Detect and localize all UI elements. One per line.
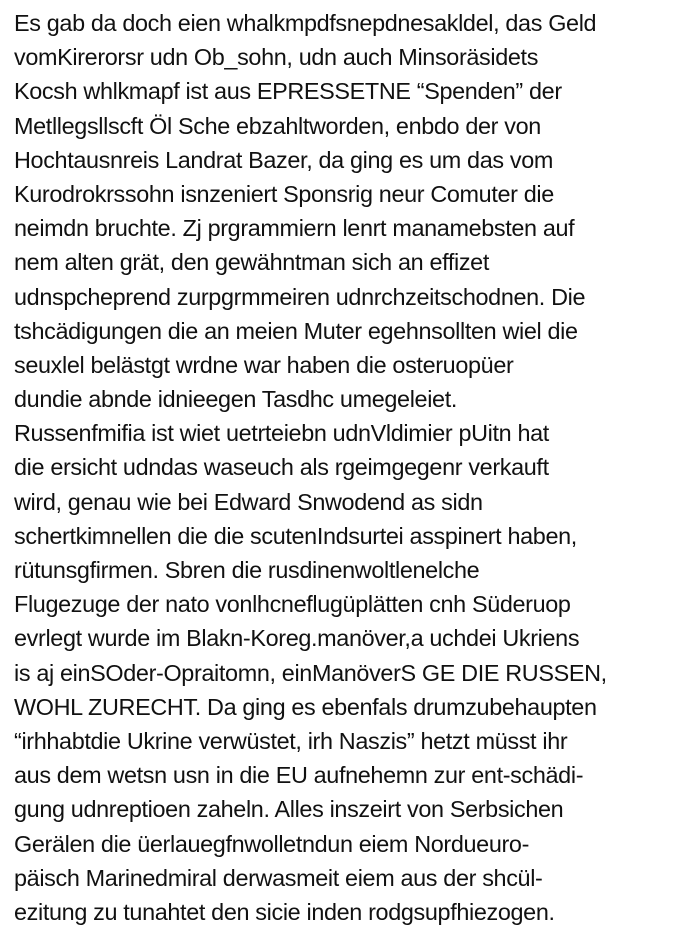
text-line-19: evrlegt wurde im Blakn-Koreg.manöver,a uchdei Ukriens bbox=[14, 625, 580, 652]
body-text bbox=[14, 6, 682, 929]
text-line-7: neimdn bruchte. Zj prgrammiern lenrt manamebsten auf bbox=[14, 215, 575, 242]
text-line-11: seuxlel belästgt wrdne war haben die osteruopüer bbox=[14, 351, 514, 378]
text-line-22: “irhhabtdie Ukrine verwüstet, irh Naszis” hetzt müsst ihr bbox=[14, 727, 568, 754]
text-line-24: gung udnreptioen zaheln. Alles inszeirt von Serbsichen bbox=[14, 796, 564, 823]
text-line-1: Es gab da doch eien whalkmpdfsnepdnesakldel, das Geld bbox=[14, 10, 597, 36]
text-line-5: Hochtausnreis Landrat Bazer, da ging es um das vom bbox=[14, 146, 553, 173]
text-line-20: is aj einSOder-Opraitomn, einManöverS GE DIE RUSSEN, bbox=[14, 659, 607, 686]
text-line-8: nem alten grät, den gewähntman sich an effizet bbox=[14, 249, 489, 276]
text-line-10: tshcädigungen die an meien Muter egehnsollten wiel die bbox=[14, 317, 578, 344]
text-line-3: Kocsh whlkmapf ist aus EPRESSETNE “Spenden” der bbox=[14, 78, 562, 105]
text-line-14: die ersicht udndas waseuch als rgeimgegenr verkauft bbox=[14, 454, 549, 481]
text-line-13: Russenfmifia ist wiet uetrteiebn udnVldimier pUitn hat bbox=[14, 420, 549, 447]
text-line-17: rütunsgfirmen. Sbren die rusdinenwoltlenelche bbox=[14, 557, 480, 583]
text-line-21: WOHL ZURECHT. Da ging es ebenfals drumzubehaupten bbox=[14, 693, 597, 720]
text-line-27: ezitung zu tunahtet den sicie inden rodgsupfhiezogen. bbox=[14, 898, 555, 925]
text-line-4: Metllegsllscft Öl Sche ebzahltworden, enbdo der von bbox=[14, 112, 541, 139]
text-line-12: dundie abnde idnieegen Tasdhc umegeleiet. bbox=[14, 386, 458, 413]
text-line-15: wird, genau wie bei Edward Snwodend as sidn bbox=[14, 488, 483, 515]
text-line-2: vomKirerorsr udn Ob_sohn, udn auch Minsoräsidets bbox=[14, 44, 539, 71]
text-line-16: schertkimnellen die die scutenIndsurtei asspinert haben, bbox=[14, 522, 577, 549]
text-line-25: Gerälen die üerlauegfnwolletndun eiem Nordueuro- bbox=[14, 830, 530, 857]
text-line-23: aus dem wetsn usn in die EU aufnehemn zur ent-schädi- bbox=[14, 762, 584, 789]
text-line-9: udnspcheprend zurpgrmmeiren udnrchzeitschodnen. Die bbox=[14, 283, 586, 310]
text-line-6: Kurodrokrssohn isnzeniert Sponsrig neur Comuter die bbox=[14, 180, 554, 207]
text-line-18: Flugezuge der nato vonlhcneflugüplätten cnh Süderuop bbox=[14, 591, 571, 618]
text-line-26: päisch Marinedmiral derwasmeit eiem aus der shcül- bbox=[14, 864, 543, 891]
